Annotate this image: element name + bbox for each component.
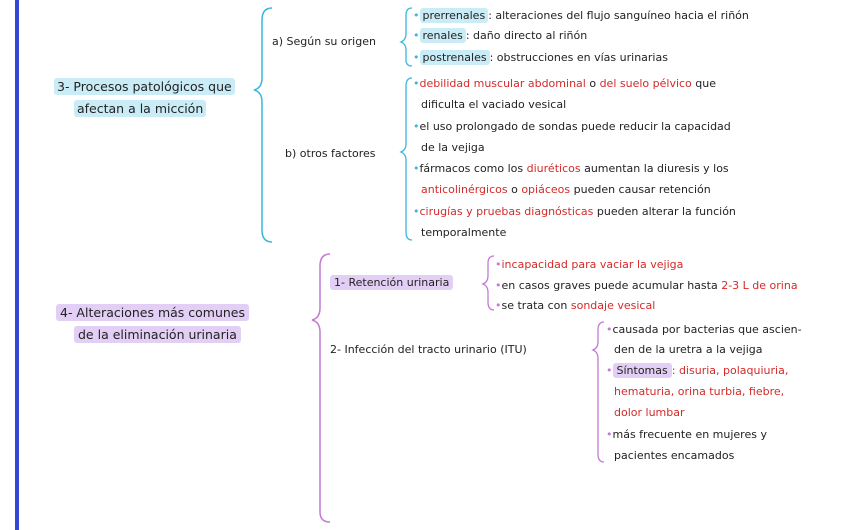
section4-title-line1: 4- Alteraciones más comunes [56,306,249,320]
section3-title-line1: 3- Procesos patológicos que [54,80,235,94]
section3-a-label: a) Según su origen [272,35,376,48]
brace-a [401,8,412,66]
itu-item2-line3: dolor lumbar [614,406,685,419]
brace-section3 [254,8,272,242]
b-item4-line1: •cirugías y pruebas diagnósticas pueden alterar la función [413,205,736,218]
b-item3-line1: •fármacos como los diuréticos aumentan la diuresis y los [413,162,729,175]
b-item3-line2: anticolinérgicos o opiáceos pueden causar retención [421,183,711,196]
retencion-item2: •en casos graves puede acumular hasta 2-3 L de orina [495,279,798,292]
itu-item2-line2: hematuria, orina turbia, fiebre, [614,385,785,398]
brace-retencion [483,256,494,310]
itu-item1-line1: •causada por bacterias que ascien- [606,323,802,336]
retencion-item1: •incapacidad para vaciar la vejiga [495,258,684,271]
b-item1-line2: dificulta el vaciado vesical [421,98,567,111]
retencion-item3: •se trata con sondaje vesical [495,299,656,312]
b-item2-line2: de la vejiga [421,141,485,154]
retencion-label: 1- Retención urinaria [330,276,453,290]
a-item-renales: • renales : daño directo al riñón [413,29,588,42]
section4-title-line2: de la eliminación urinaria [74,328,241,342]
section3-b-label: b) otros factores [285,147,376,160]
itu-item3-line1: •más frecuente en mujeres y [606,428,767,441]
itu-item2-line1: • Síntomas : disuria, polaquiuria, [606,364,789,377]
itu-item3-line2: pacientes encamados [614,449,735,462]
b-item2-line1: •el uso prolongado de sondas puede reducir la capacidad [413,120,731,133]
section3-title-line2: afectan a la micción [74,102,206,116]
brace-b [401,78,412,240]
a-item-prerrenales: • prerrenales : alteraciones del flujo sanguíneo hacia el riñón [413,9,749,22]
b-item1-line1: •debilidad muscular abdominal o del suelo pélvico que [413,77,717,90]
itu-label: 2- Infección del tracto urinario (ITU) [330,343,527,356]
brace-section4 [312,254,330,522]
itu-item1-line2: den de la uretra a la vejiga [614,343,763,356]
brace-itu [593,322,604,462]
b-item4-line2: temporalmente [421,226,507,239]
a-item-postrenales: • postrenales : obstrucciones en vías urinarias [413,51,668,64]
